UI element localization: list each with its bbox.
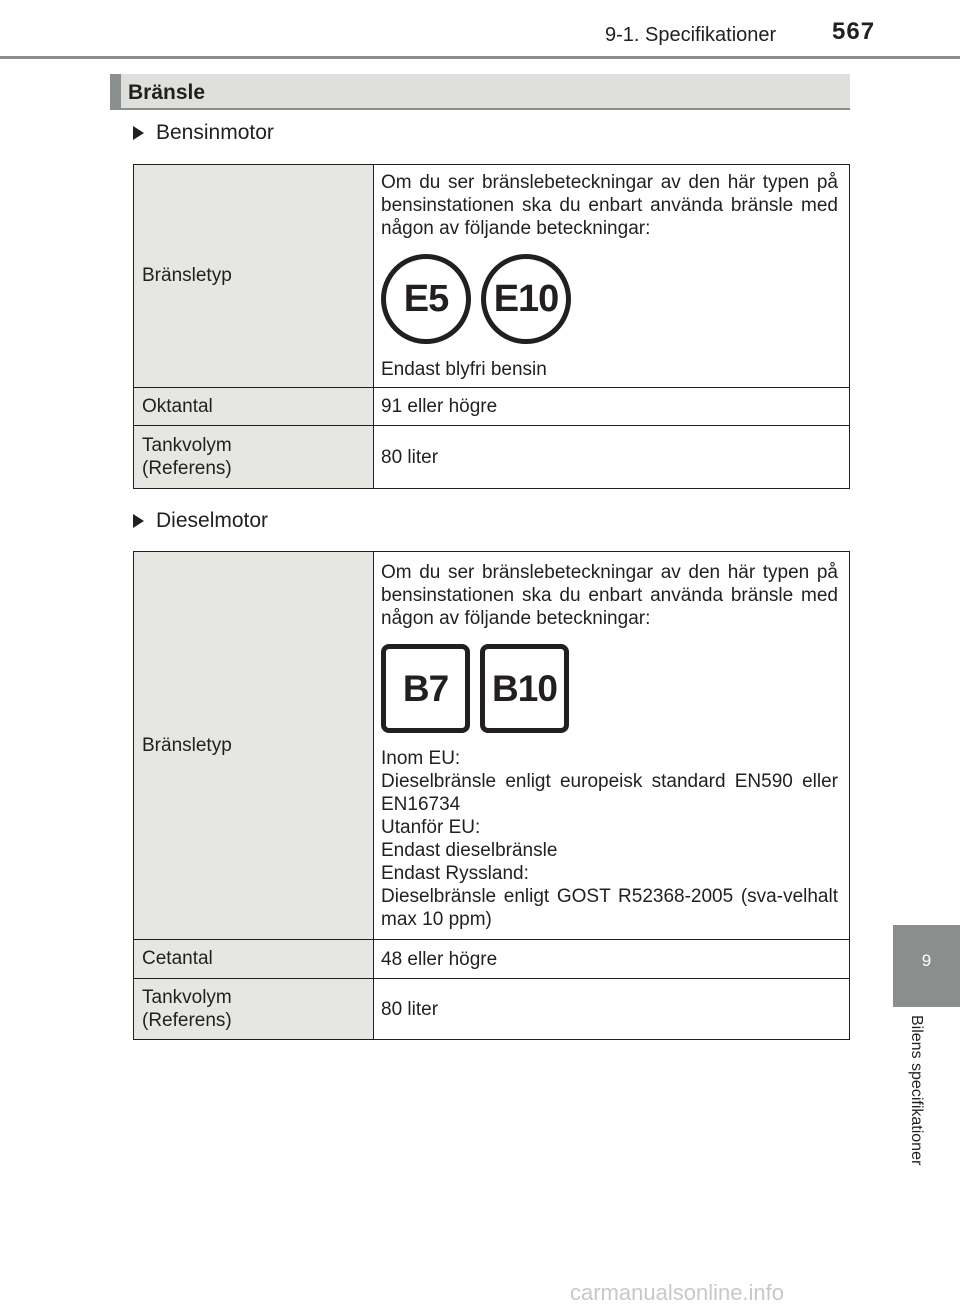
fuel-badges: [381, 254, 838, 344]
table-row: [134, 979, 850, 1040]
chapter-title: Bilens specifikationer: [908, 1015, 925, 1166]
chapter-number: 9: [921, 951, 932, 970]
page-number: 567: [832, 18, 876, 45]
fuel-type-label: Bränsletyp: [134, 165, 374, 388]
bullet-triangle-icon: [133, 514, 144, 528]
fuel-type-cell: [374, 552, 850, 940]
cetane-value: 48 eller högre: [374, 940, 850, 979]
note-russia-text: Dieselbränsle enligt GOST R52368-2005 (sva-velhalt max 10 ppm): [381, 885, 838, 930]
tank-volume-label-line2: (Referens): [142, 458, 232, 479]
table-row: [134, 426, 850, 489]
section-bar: [110, 74, 850, 110]
tank-volume-label-line1: Tankvolym: [142, 435, 232, 456]
tank-volume-label-line2: (Referens): [142, 1010, 232, 1031]
fuel-badges: [381, 644, 838, 733]
table-row: [134, 165, 850, 388]
fuel-type-label: Bränsletyp: [134, 552, 374, 940]
watermark: carmanualsonline.info: [570, 1280, 785, 1305]
chapter-tab: [893, 925, 960, 1007]
tank-volume-value: 80 liter: [374, 426, 850, 489]
diesel-heading-label: Dieselmotor: [156, 509, 269, 532]
fuel-type-intro: Om du ser bränslebeteckningar av den här typen på bensinstationen ska du enbart använda bränsle med någon av följande beteckningar:: [381, 561, 838, 629]
tank-volume-label: [134, 426, 374, 489]
octane-label: Oktantal: [134, 388, 374, 426]
e10-fuel-label-icon: E10: [481, 254, 571, 344]
tank-volume-value: 80 liter: [374, 979, 850, 1040]
note-outside-text: Endast dieselbränsle: [381, 839, 558, 861]
petrol-spec-table: [133, 164, 850, 489]
fuel-type-intro: Om du ser bränslebeteckningar av den här typen på bensinstationen ska du enbart använda bränsle med någon av följande beteckningar:: [381, 172, 838, 239]
header-section-title: 9-1. Specifikationer: [605, 24, 777, 46]
section-title: Bränsle: [128, 81, 206, 104]
petrol-heading-label: Bensinmotor: [156, 121, 274, 144]
table-row: [134, 940, 850, 979]
chapter-title-vertical: [900, 1015, 930, 1215]
b10-fuel-label-icon: B10: [480, 644, 569, 733]
petrol-heading: [133, 121, 274, 145]
note-eu-label: Inom EU:: [381, 747, 461, 769]
b7-fuel-label-icon: B7: [381, 644, 470, 733]
fuel-type-note: Endast blyfri bensin: [381, 359, 547, 380]
octane-value: 91 eller högre: [374, 388, 850, 426]
bullet-triangle-icon: [133, 126, 144, 140]
table-row: [134, 552, 850, 940]
table-row: [134, 388, 850, 426]
note-russia-label: Endast Ryssland:: [381, 862, 529, 884]
cetane-label: Cetantal: [134, 940, 374, 979]
diesel-spec-table: [133, 551, 850, 1040]
e5-fuel-label-icon: E5: [381, 254, 471, 344]
diesel-heading: [133, 509, 268, 533]
note-outside-label: Utanför EU:: [381, 816, 481, 838]
tank-volume-label-line1: Tankvolym: [142, 987, 232, 1008]
header-divider: [0, 56, 960, 59]
tank-volume-label: [134, 979, 374, 1040]
note-eu-text: Dieselbränsle enligt europeisk standard EN590 eller EN16734: [381, 770, 838, 815]
fuel-type-cell: [374, 165, 850, 388]
